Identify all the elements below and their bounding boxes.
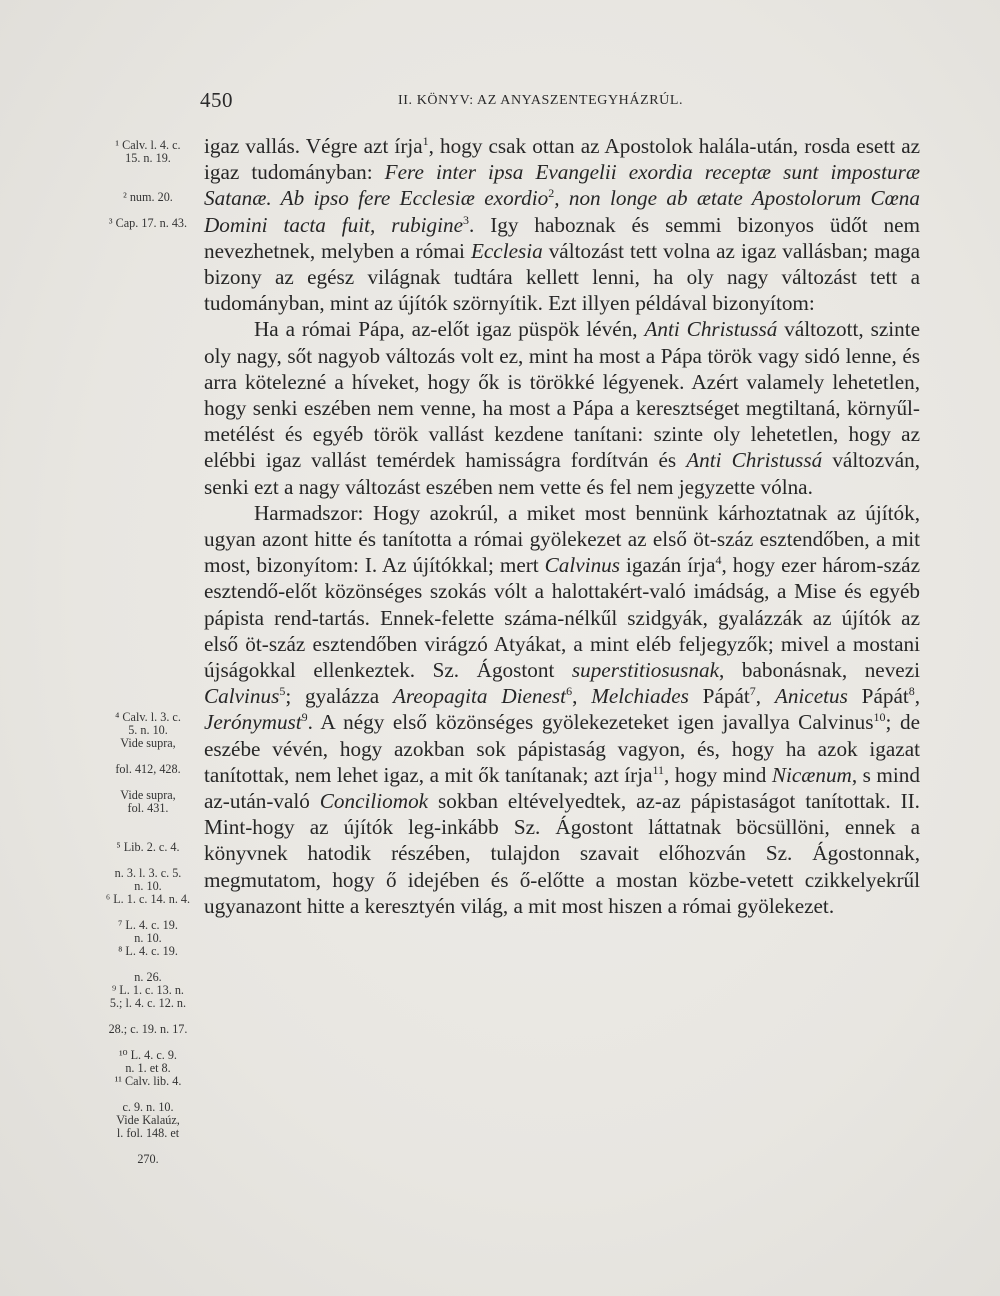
margin-note: ⁷ L. 4. c. 19. xyxy=(118,918,178,932)
italic-term: superstitiosusnak xyxy=(571,658,720,683)
margin-note: 28.; c. 19. n. 17. xyxy=(108,1022,188,1036)
italic-term: Calvinus xyxy=(544,553,621,578)
italic-term: Areopagita Dienest xyxy=(392,684,567,709)
margin-note: fol. 431. xyxy=(127,801,169,815)
margin-note: n. 1. et 8. xyxy=(125,1061,171,1075)
text: , xyxy=(914,684,921,709)
text: ; gyalázza xyxy=(285,684,393,709)
text: Harmadszor: Hogy azokrúl, a miket most bennünk kárhoztatnak az újítók, ugyan azont hitte és tanította a római gyölekezet az első öt-száz esztendőben, a mit most, bizonyítom: I. Az újítókkal; mert xyxy=(204,500,920,578)
italic-term: Anti Christussá xyxy=(686,448,823,473)
footnote-ref[interactable]: 11 xyxy=(652,762,665,777)
text: változást tett volna az igaz vallásban; maga bizony az egész világnak tudtára kellett lenni, ha oly nagy változást tett a tudományban, mint az újítók szörnyítik. Ezt illyen példával bizonyítom: xyxy=(204,238,920,316)
italic-term: Jerónymust xyxy=(204,710,302,735)
italic-term: Nicænum xyxy=(771,762,852,787)
margin-note: 5. n. 10. xyxy=(128,723,168,737)
margin-note: ⁸ L. 4. c. 19. xyxy=(118,944,178,958)
footnote-ref[interactable]: 7 xyxy=(749,684,756,699)
footnote-ref[interactable]: 10 xyxy=(873,710,886,725)
margin-note: l. fol. 148. et xyxy=(116,1126,180,1140)
margin-note: Vide Kalaúz, xyxy=(116,1113,180,1127)
margin-note: 15. n. 19. xyxy=(125,151,171,165)
margin-note: ⁹ L. 1. c. 13. n. xyxy=(112,983,184,997)
running-title: II. KÖNYV: AZ ANYASZENTEGYHÁZRÚL. xyxy=(398,93,684,108)
paragraph-1 xyxy=(204,133,920,316)
footnote-ref[interactable]: 3 xyxy=(463,212,470,227)
text: , xyxy=(572,684,592,709)
paragraph-2 xyxy=(204,316,920,499)
text: , hogy mind xyxy=(664,762,772,787)
text: igazán írja xyxy=(620,553,716,578)
margin-note: ⁵ Lib. 2. c. 4. xyxy=(116,840,180,854)
margin-note: n. 3. l. 3. c. 5. xyxy=(114,866,182,880)
text: , babonásnak, nevezi xyxy=(719,658,920,683)
margin-notes xyxy=(84,139,212,1166)
footnote-ref[interactable]: 2 xyxy=(548,186,555,201)
footnote-ref[interactable]: 9 xyxy=(301,710,308,725)
text: változott, szinte oly nagy, sőt nagyob változás volt ez, mint ha most a Pápa török vagy sidó lenne, és arra kötelezné a híveket, hogy ők is törökké légyenek. Azért valamely lehetetlen, hogy senki eszében nem venne, ha most a Pápa a keresztséget megtiltaná, környűl-metélést és egyéb török vallást kezdene tanítani: szinte oly lehetetlen, hogy az elébbi igaz vallást temérdek hamisságra fordítván és xyxy=(204,317,920,473)
margin-note: 270. xyxy=(137,1152,159,1166)
margin-note: ² num. 20. xyxy=(123,190,173,204)
page-header xyxy=(0,88,1000,118)
margin-note: n. 10. xyxy=(134,879,162,893)
italic-term: Anti Christussá xyxy=(644,317,778,342)
text: Ha a római Pápa, az-előt igaz püspök lévén, xyxy=(254,317,645,342)
margin-note: 5.; l. 4. c. 12. n. xyxy=(109,996,187,1010)
text: igaz vallás. Végre azt írja xyxy=(204,134,423,158)
margin-note: ⁴ Calv. l. 3. c. xyxy=(115,710,181,724)
text: változván, senki ezt a nagy változást eszében nem vette és fel nem jegyzette vólna. xyxy=(204,448,920,499)
footnote-ref[interactable]: 1 xyxy=(422,133,429,148)
margin-note: ⁶ L. 1. c. 14. n. 4. xyxy=(105,892,191,906)
margin-note: n. 26. xyxy=(134,970,162,984)
margin-note: Vide supra, xyxy=(120,736,176,750)
page-number: 450 xyxy=(200,88,233,112)
italic-term: Anicetus xyxy=(774,684,848,709)
text: Pápát xyxy=(847,684,909,709)
margin-note: c. 9. n. 10. xyxy=(122,1100,174,1114)
margin-note: n. 10. xyxy=(134,931,162,945)
latin-quote: , non longe ab ætate Apostolorum Cœna Domini tacta fuit, rubigine xyxy=(204,186,920,237)
italic-term: Conciliomok xyxy=(319,789,429,814)
italic-term: Calvinus xyxy=(204,684,280,709)
margin-note: ³ Cap. 17. n. 43. xyxy=(108,216,188,230)
text: , hogy ezer három-száz esztendő-előt közönséges szokás vólt a halottakért-való imádság, a Mise és egyéb pápista rend-tartás. Ennek-felette száma-nélkűl szidgyák, gyalázzák az újítók az első öt-száz esztendőben virágzó Atyákat, a mint eléb feljegyzők; mivel a mostani újságokkal ellenkeztek. Sz. Ágostont xyxy=(204,553,920,683)
margin-note: fol. 412, 428. xyxy=(115,762,181,776)
paragraph-3 xyxy=(204,500,920,919)
margin-note: Vide supra, xyxy=(120,788,176,802)
latin-quote: Fere inter ipsa Evangelii exordia receptæ sunt imposturæ Satanæ. Ab ipso fere Ecclesiæ exordio xyxy=(204,160,920,211)
text: ; de eszébe vévén, hogy azokban sok pápistaság vagyon, és, hogy ha azok igazat tanítottak, nem lehet igaz, a mit ők tanítanak; azt írja xyxy=(204,710,921,787)
footnote-ref[interactable]: 6 xyxy=(566,684,573,699)
text: Pápát xyxy=(688,684,750,709)
footnote-ref[interactable]: 5 xyxy=(279,684,286,699)
text: , xyxy=(755,684,775,709)
text: . Igy haboznak és semmi bizonyos üdőt nem nevezhetnek, melyben a római xyxy=(204,212,920,263)
margin-note: ¹ Calv. l. 4. c. xyxy=(115,138,181,152)
text: sokban eltévelyedtek, az-az pápistaságot tanítottak. II. Mint-hogy az újítók leg-inkább Sz. Ágostont láttatnak böcsüllöni, ennek a könyvnek hatodik részében, tulajdon szavait előhozván Sz. Ágostonnak, megmutatom, hogy ő idejében és ő-előtte a mostan közbe-vetett czikkelyekrűl ugyanazont hitte a keresztyén világ, a mit most hiszen a római gyölekezet. xyxy=(204,789,920,918)
text: , s mind az-után-való xyxy=(204,762,920,814)
footnote-ref[interactable]: 8 xyxy=(908,684,915,699)
body-text xyxy=(204,133,920,919)
text: . A négy első közönséges gyölekezeteket igen javallya Calvinus xyxy=(307,710,874,735)
italic-term: Ecclesia xyxy=(470,238,543,263)
italic-term: Melchiades xyxy=(591,684,689,709)
margin-note: ¹⁰ L. 4. c. 9. xyxy=(119,1048,177,1062)
footnote-ref[interactable]: 4 xyxy=(715,553,722,568)
margin-note: ¹¹ Calv. lib. 4. xyxy=(114,1074,182,1088)
text: , hogy csak ottan az Apostolok halála-után, rosda esett az igaz tudományban: xyxy=(204,134,921,185)
